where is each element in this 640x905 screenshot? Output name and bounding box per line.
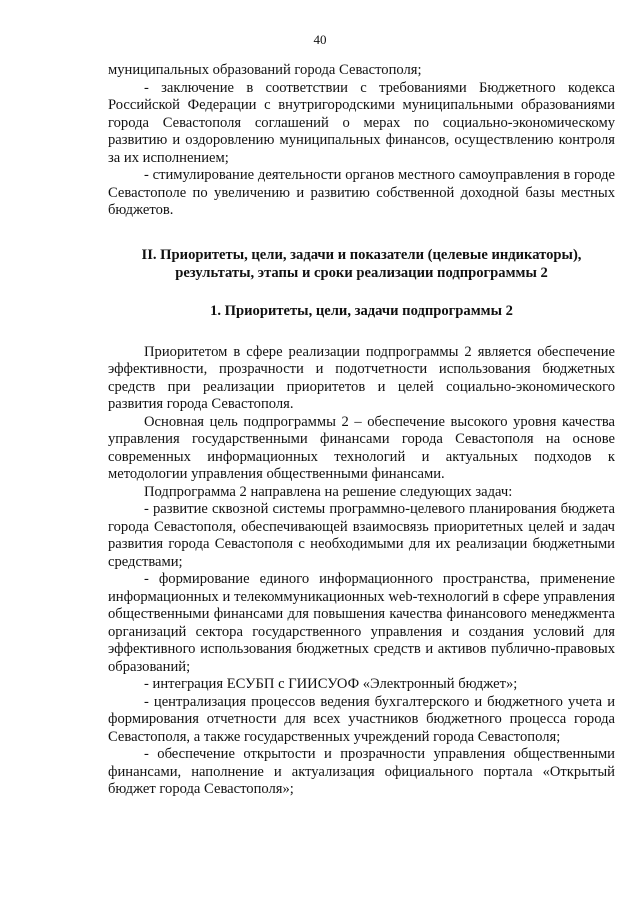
- paragraph: муниципальных образований города Севастополя;: [108, 62, 422, 78]
- list-item: - интеграция ЕСУБП с ГИИСУОФ «Электронный бюджет»;: [144, 676, 518, 692]
- paragraph: - стимулирование деятельности органов местного самоуправления в городе Севастополе по увеличению и развитию собственной доходной базы местных бюджетов.: [108, 167, 615, 218]
- list-item: - централизация процессов ведения бухгалтерского и бюджетного учета и формирования отчетности для всех участников бюджетного процесса города Севастополя, а также государственных учреждений города Севастополя;: [108, 693, 615, 745]
- list-item: - формирование единого информационного пространства, применение информационных и телекоммуникационных web-технологий в сфере управления общественными финансами для повышения качества финансового менеджмента организаций сектора государственного управления и создания условий для эффективного использования бюджетных средств и активов публично-правовых образований;: [108, 571, 615, 675]
- paragraph: - заключение в соответствии с требованиями Бюджетного кодекса Российской Федерации с внутригородскими муниципальными образованиями города Севастополя соглашений о мерах по социально-экономическому развитию и оздоровлению муниципальных финансов, осуществлению контроля за их исполнением;: [108, 79, 615, 166]
- paragraph: Подпрограмма 2 направлена на решение следующих задач:: [144, 483, 513, 500]
- page-number: 40: [313, 32, 327, 47]
- list-item: - развитие сквозной системы программно-целевого планирования бюджета города Севастополя, обеспечивающей взаимосвязь приоритетных целей и задач развития города Севастополя с необходимыми для их реализации бюджетными средствами;: [108, 501, 615, 570]
- subsection-heading: 1. Приоритеты, цели, задачи подпрограммы 2: [210, 302, 513, 319]
- paragraph: Приоритетом в сфере реализации подпрограммы 2 является обеспечение эффективности, прозрачности и подотчетности использования бюджетных средств при реализации приоритетов и целей социально-экономического развития города Севастополя.: [108, 343, 615, 412]
- paragraph: Основная цель подпрограммы 2 – обеспечение высокого уровня качества управления государственными финансами города Севастополя на основе современных информационных технологий и актуальных подходов к методологии управления общественными финансами.: [108, 413, 615, 482]
- document-body: [108, 62, 615, 799]
- list-item: - обеспечение открытости и прозрачности управления общественными финансами, наполнение и актуализация официального портала «Открытый бюджет города Севастополя»;: [108, 746, 615, 797]
- section-heading: II. Приоритеты, цели, задачи и показатели (целевые индикаторы), результаты, этапы и сроки реализации подпрограммы 2: [141, 246, 582, 281]
